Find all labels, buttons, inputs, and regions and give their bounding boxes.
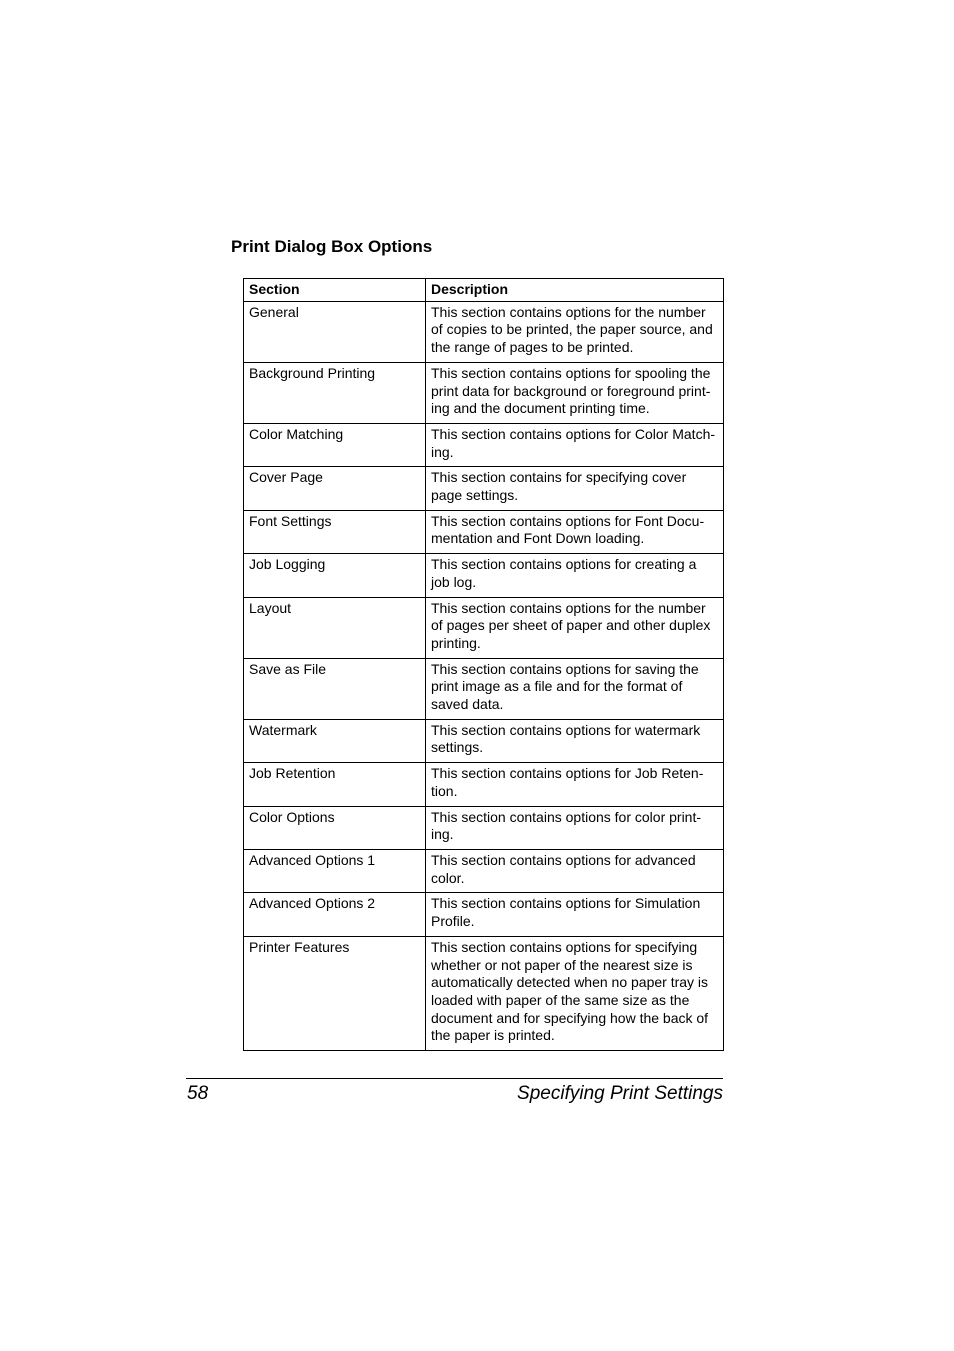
table-row	[244, 893, 724, 936]
description-cell: This section contains options for saving the print image as a file and for the format of saved data.	[426, 658, 724, 719]
description-cell: This section contains options for spooling the print data for background or foreground print-ing and the document printing time.	[426, 362, 724, 423]
table-row	[244, 467, 724, 510]
table-header-row	[244, 279, 724, 302]
table-row	[244, 597, 724, 658]
column-header-section: Section	[244, 279, 426, 302]
table-row	[244, 301, 724, 362]
section-cell: Advanced Options 1	[244, 849, 426, 892]
description-cell: This section contains options for color print-ing.	[426, 806, 724, 849]
section-cell: Save as File	[244, 658, 426, 719]
table-row	[244, 763, 724, 806]
section-cell: Printer Features	[244, 936, 426, 1050]
description-cell: This section contains options for Font Docu-mentation and Font Down loading.	[426, 510, 724, 553]
section-cell: Job Logging	[244, 554, 426, 597]
section-cell: Watermark	[244, 719, 426, 762]
section-cell: General	[244, 301, 426, 362]
section-cell: Color Options	[244, 806, 426, 849]
description-cell: This section contains options for the number of pages per sheet of paper and other duplex printing.	[426, 597, 724, 658]
options-table	[243, 278, 724, 1051]
table-row	[244, 510, 724, 553]
column-header-description: Description	[426, 279, 724, 302]
page-number: 58	[187, 1083, 209, 1104]
section-cell: Job Retention	[244, 763, 426, 806]
description-cell: This section contains options for Job Reten-tion.	[426, 763, 724, 806]
description-cell: This section contains options for Color Match-ing.	[426, 423, 724, 466]
table-row	[244, 806, 724, 849]
description-cell: This section contains options for advanced color.	[426, 849, 724, 892]
table-row	[244, 658, 724, 719]
table-row	[244, 554, 724, 597]
footer-divider	[186, 1078, 723, 1079]
description-cell: This section contains options for the number of copies to be printed, the paper source, and the range of pages to be printed.	[426, 301, 724, 362]
description-cell: This section contains for specifying cover page settings.	[426, 467, 724, 510]
section-cell: Font Settings	[244, 510, 426, 553]
description-cell: This section contains options for Simulation Profile.	[426, 893, 724, 936]
page-title: Print Dialog Box Options	[231, 237, 433, 256]
running-title: Specifying Print Settings	[517, 1083, 723, 1104]
section-cell: Background Printing	[244, 362, 426, 423]
table-row	[244, 362, 724, 423]
table-row	[244, 849, 724, 892]
description-cell: This section contains options for specifying whether or not paper of the nearest size is automatically detected when no paper tray is loaded with paper of the same size as the document and for specifying how the back of the paper is printed.	[426, 936, 724, 1050]
section-cell: Advanced Options 2	[244, 893, 426, 936]
table-row	[244, 423, 724, 466]
section-cell: Cover Page	[244, 467, 426, 510]
section-cell: Layout	[244, 597, 426, 658]
description-cell: This section contains options for watermark settings.	[426, 719, 724, 762]
table-row	[244, 719, 724, 762]
description-cell: This section contains options for creating a job log.	[426, 554, 724, 597]
table-row	[244, 936, 724, 1050]
section-cell: Color Matching	[244, 423, 426, 466]
